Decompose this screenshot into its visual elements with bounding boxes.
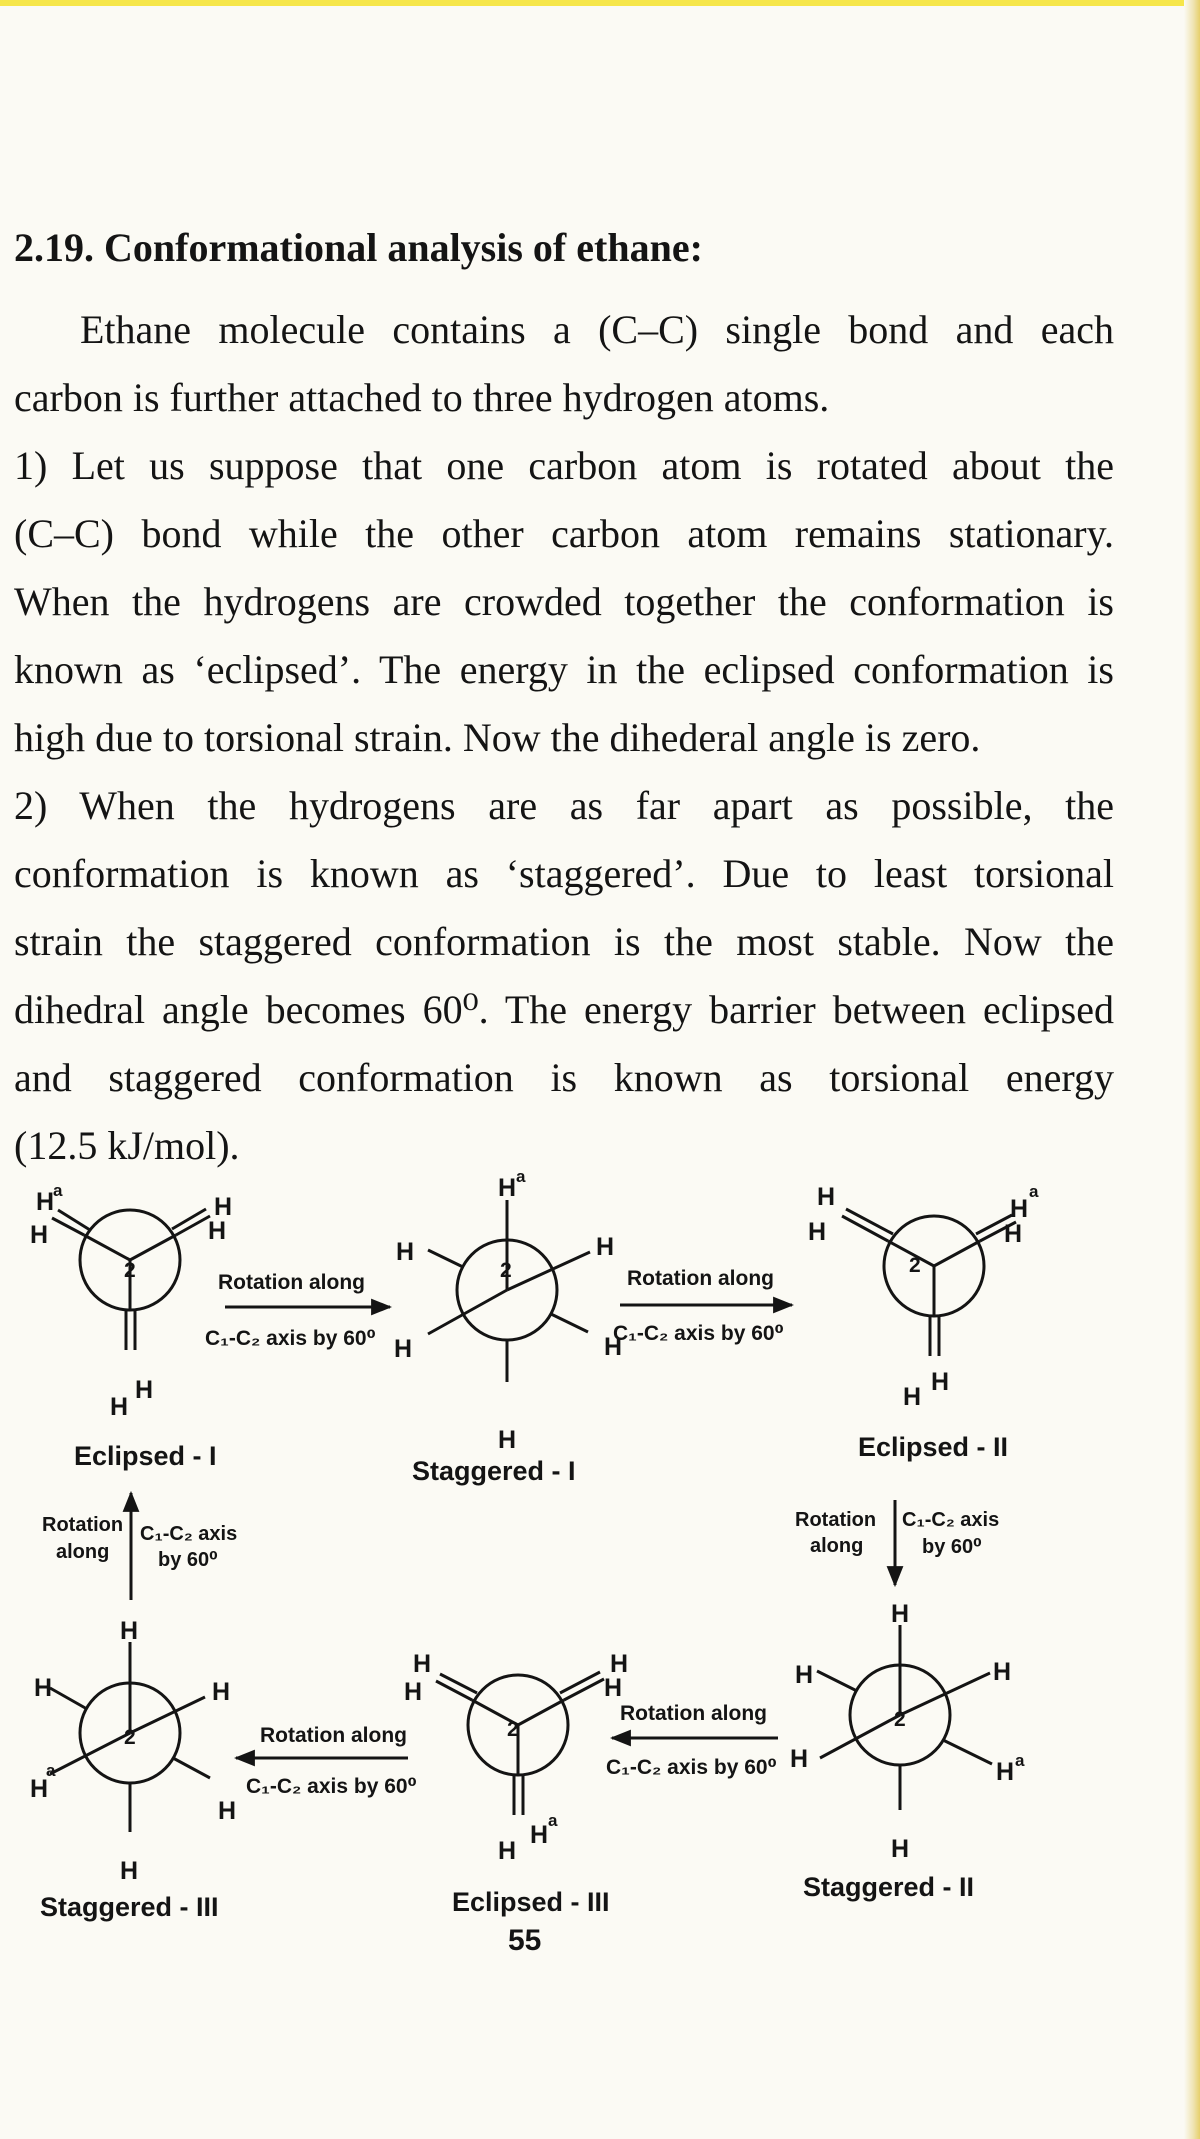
hydrogen-label: H bbox=[790, 1745, 809, 1773]
staggered-1-projection bbox=[394, 1167, 622, 1486]
hydrogen-label: H bbox=[817, 1183, 836, 1211]
point-2-line: strain the staggered conformation is the most stable. Now the bbox=[14, 919, 1114, 964]
eclipsed-2-projection bbox=[808, 1182, 1039, 1462]
hydrogen-label: H bbox=[996, 1758, 1015, 1786]
point-2-line: conformation is known as ‘staggered’. Due to least torsional bbox=[14, 851, 1114, 896]
rotation-arrow-s2-e3 bbox=[606, 1702, 778, 1779]
hydrogen-label: H bbox=[214, 1193, 233, 1221]
rotation-text: along bbox=[56, 1541, 110, 1563]
rear-bond bbox=[428, 1250, 463, 1267]
rotation-text: Rotation along bbox=[218, 1271, 365, 1294]
rotation-arrow-e1-s1 bbox=[205, 1271, 390, 1350]
front-bond bbox=[518, 1700, 564, 1725]
hydrogen-label: H bbox=[212, 1678, 231, 1706]
point-1-paragraph bbox=[14, 432, 1114, 772]
point-1-line: 1) Let us suppose that one carbon atom is rotated about the bbox=[14, 443, 1114, 488]
point-2-line: and staggered conformation is known as torsional energy bbox=[14, 1055, 1114, 1100]
point-1-line: known as ‘eclipsed’. The energy in the eclipsed conformation is bbox=[14, 647, 1114, 692]
hydrogen-label: H bbox=[903, 1383, 922, 1411]
rotation-text: C₁-C₂ axis by 60⁰ bbox=[613, 1322, 784, 1345]
eclipsed-1-label: Eclipsed - I bbox=[74, 1441, 217, 1471]
rotation-text: C₁-C₂ axis by 60⁰ bbox=[246, 1775, 417, 1798]
page-number: 55 bbox=[508, 1924, 542, 1957]
rotation-text: Rotation bbox=[795, 1509, 877, 1531]
hydrogen-label: H bbox=[34, 1674, 53, 1702]
rear-bond bbox=[817, 1671, 857, 1691]
page-top-edge bbox=[0, 0, 1200, 6]
rear-bond bbox=[58, 1210, 90, 1230]
front-bond bbox=[900, 1673, 990, 1715]
hydrogen-label: H bbox=[110, 1393, 129, 1421]
staggered-1-label: Staggered - I bbox=[412, 1456, 576, 1486]
rear-bond bbox=[50, 1688, 87, 1709]
front-bond bbox=[176, 1216, 210, 1235]
rear-bond bbox=[551, 1314, 588, 1332]
hydrogen-label: H bbox=[30, 1775, 49, 1803]
carbon-number: 2 bbox=[124, 1259, 136, 1282]
hydrogen-label: H bbox=[604, 1674, 623, 1702]
front-bond bbox=[52, 1218, 84, 1235]
hydrogen-label: H bbox=[891, 1600, 910, 1628]
hydrogen-a-marker: a bbox=[516, 1167, 526, 1186]
staggered-2-label: Staggered - II bbox=[803, 1872, 975, 1902]
rear-bond bbox=[560, 1672, 600, 1693]
hydrogen-label: H bbox=[120, 1857, 139, 1885]
front-bond bbox=[436, 1681, 472, 1700]
intro-line: Ethane molecule contains a (C–C) single bond and each bbox=[80, 307, 1114, 352]
hydrogen-label: H bbox=[596, 1233, 615, 1261]
carbon-number: 2 bbox=[894, 1708, 906, 1731]
staggered-3-projection bbox=[30, 1617, 236, 1922]
carbon-number: 2 bbox=[507, 1718, 519, 1741]
carbon-number: 2 bbox=[500, 1259, 512, 1282]
eclipsed-3-label: Eclipsed - III bbox=[452, 1887, 610, 1917]
hydrogen-label: H bbox=[530, 1821, 549, 1849]
hydrogen-label: H bbox=[795, 1661, 814, 1689]
carbon-number: 2 bbox=[124, 1726, 136, 1749]
hydrogen-label: H bbox=[30, 1221, 49, 1249]
rotation-text: Rotation bbox=[42, 1514, 124, 1536]
hydrogen-label: H bbox=[931, 1368, 950, 1396]
hydrogen-label: H bbox=[604, 1333, 623, 1361]
intro-line: carbon is further attached to three hydrogen atoms. bbox=[14, 375, 830, 420]
hydrogen-label: H bbox=[610, 1650, 629, 1678]
rotation-text: by 60⁰ bbox=[158, 1549, 218, 1571]
rotation-text: by 60⁰ bbox=[922, 1536, 982, 1558]
rotation-arrow-e3-s3 bbox=[236, 1724, 417, 1798]
front-bond bbox=[130, 1697, 205, 1733]
front-bond bbox=[564, 1679, 604, 1700]
hydrogen-label: H bbox=[396, 1238, 415, 1266]
hydrogen-a-marker: a bbox=[1029, 1182, 1039, 1201]
rotation-text: Rotation along bbox=[620, 1702, 767, 1725]
hydrogen-label: H bbox=[498, 1837, 517, 1865]
staggered-3-label: Staggered - III bbox=[40, 1892, 219, 1922]
eclipsed-2-label: Eclipsed - II bbox=[858, 1432, 1009, 1462]
front-bond bbox=[428, 1290, 507, 1334]
hydrogen-label: H bbox=[993, 1658, 1012, 1686]
hydrogen-label: H bbox=[1004, 1220, 1023, 1248]
hydrogen-label: H bbox=[413, 1650, 432, 1678]
point-2-line: dihedral angle becomes 60⁰. The energy barrier between eclipsed bbox=[14, 987, 1114, 1032]
point-2-line: 2) When the hydrogens are as far apart as possible, the bbox=[14, 783, 1114, 828]
point-2-line: (12.5 kJ/mol). bbox=[14, 1123, 240, 1168]
hydrogen-a-marker: a bbox=[46, 1761, 56, 1780]
hydrogen-label: H bbox=[208, 1217, 227, 1245]
section-heading: 2.19. Conformational analysis of ethane: bbox=[14, 225, 703, 270]
hydrogen-label: H bbox=[404, 1678, 423, 1706]
rear-bond bbox=[943, 1740, 992, 1764]
eclipsed-3-projection bbox=[404, 1650, 628, 1957]
rotation-text: C₁-C₂ axis by 60⁰ bbox=[205, 1327, 376, 1350]
hydrogen-a-marker: a bbox=[548, 1811, 558, 1830]
rotation-text: C₁-C₂ axis bbox=[140, 1523, 238, 1545]
hydrogen-label: H bbox=[808, 1218, 827, 1246]
hydrogen-label: H bbox=[120, 1617, 139, 1645]
front-bond bbox=[50, 1733, 130, 1774]
rotation-arrow-e2-s2 bbox=[795, 1500, 999, 1585]
hydrogen-label: H bbox=[891, 1835, 910, 1863]
hydrogen-label: H bbox=[498, 1174, 517, 1202]
rotation-arrow-s1-e2 bbox=[613, 1267, 792, 1345]
rotation-arrow-s3-e1 bbox=[42, 1493, 237, 1600]
rotation-text: C₁-C₂ axis bbox=[902, 1509, 1000, 1531]
newman-projection-diagram bbox=[0, 1160, 1200, 1980]
point-1-line: (C–C) bond while the other carbon atom remains stationary. bbox=[14, 511, 1114, 556]
hydrogen-label: H bbox=[394, 1335, 413, 1363]
hydrogen-a-marker: a bbox=[1015, 1751, 1025, 1770]
staggered-2-projection bbox=[790, 1600, 1025, 1902]
hydrogen-label: H bbox=[218, 1797, 237, 1825]
front-bond bbox=[507, 1252, 590, 1290]
rear-bond bbox=[172, 1209, 206, 1229]
hydrogen-label: H bbox=[36, 1188, 55, 1216]
rotation-text: Rotation along bbox=[627, 1267, 774, 1290]
intro-paragraph bbox=[14, 296, 1114, 432]
rotation-text: along bbox=[810, 1535, 864, 1557]
hydrogen-a-marker: a bbox=[53, 1181, 63, 1200]
carbon-number: 2 bbox=[909, 1254, 921, 1277]
eclipsed-1-projection bbox=[30, 1181, 232, 1471]
point-2-paragraph bbox=[14, 772, 1114, 1180]
hydrogen-label: H bbox=[498, 1426, 517, 1454]
rear-bond bbox=[440, 1674, 477, 1693]
point-1-line: high due to torsional strain. Now the dihederal angle is zero. bbox=[14, 715, 981, 760]
point-1-line: When the hydrogens are crowded together the conformation is bbox=[14, 579, 1114, 624]
front-bond bbox=[934, 1241, 980, 1266]
rear-bond bbox=[173, 1758, 210, 1778]
front-bond bbox=[820, 1715, 900, 1758]
rotation-text: C₁-C₂ axis by 60⁰ bbox=[606, 1756, 777, 1779]
front-bond bbox=[130, 1235, 176, 1260]
front-bond bbox=[84, 1235, 130, 1260]
rotation-text: Rotation along bbox=[260, 1724, 407, 1747]
hydrogen-label: H bbox=[135, 1376, 154, 1404]
hydrogen-label: H bbox=[1010, 1195, 1029, 1223]
